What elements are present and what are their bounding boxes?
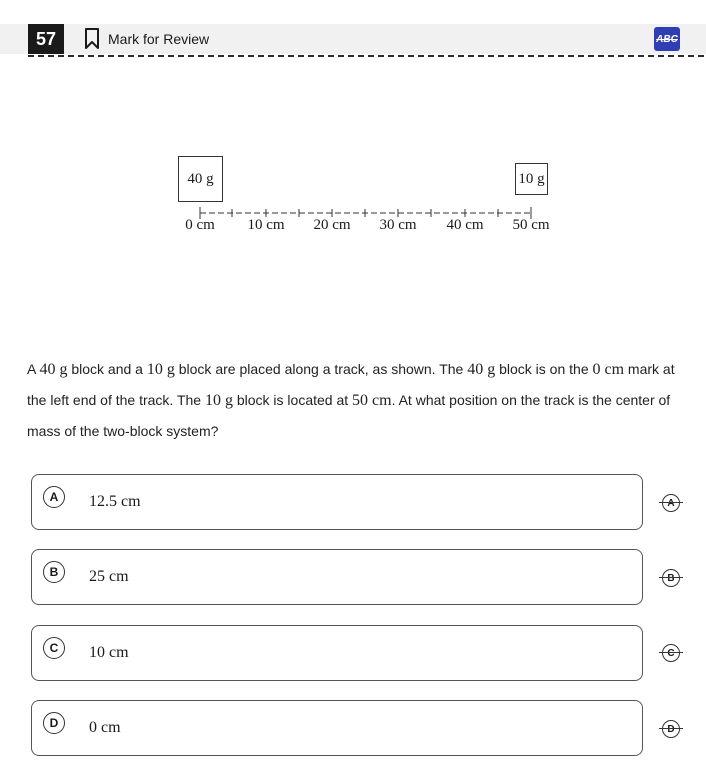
question-text-part: block are placed along a track, as shown. The [174, 361, 468, 377]
bookmark-icon [84, 28, 100, 50]
eliminate-choice-a-button[interactable]: A [662, 494, 680, 512]
choice-letter-d: D [43, 712, 65, 734]
header-divider [28, 55, 704, 57]
question-text-part: block and a [67, 361, 147, 377]
tick-label-20: 20 cm [313, 217, 351, 233]
choice-text-d: 0 cm [89, 719, 121, 736]
choice-b[interactable] [31, 549, 643, 605]
tick-label-50: 50 cm [512, 217, 550, 233]
question-text-part: block is on the [495, 361, 593, 377]
math-value: 40 g [39, 361, 68, 378]
tick-label-40: 40 cm [446, 217, 484, 233]
track-figure [0, 140, 706, 250]
choice-text-b: 25 cm [89, 568, 129, 585]
choice-text-a: 12.5 cm [89, 493, 141, 510]
choice-text-c: 10 cm [89, 644, 129, 661]
question-text-part: . At what position on the track is the center of mass of the two-block system? [27, 392, 671, 439]
question-header [0, 24, 706, 54]
tick-label-10: 10 cm [247, 217, 285, 233]
track-ruler [0, 140, 706, 220]
block-40g: 40 g [178, 156, 223, 202]
question-text [27, 354, 691, 446]
question-number: 57 [28, 24, 64, 54]
math-value: 10 g [146, 361, 175, 378]
eliminate-choice-b-button[interactable]: B [662, 569, 680, 587]
eliminate-choice-d-button[interactable]: D [662, 720, 680, 738]
choice-letter-b: B [43, 561, 65, 583]
tick-label-0: 0 cm [185, 217, 215, 233]
choice-letter-a: A [43, 486, 65, 508]
choice-letter-c: C [43, 637, 65, 659]
choice-c[interactable] [31, 625, 643, 681]
choice-d[interactable] [31, 700, 643, 756]
math-value: 0 cm [592, 361, 625, 378]
mark-for-review-button[interactable] [84, 24, 209, 54]
question-text-part: A [27, 361, 40, 377]
choice-a[interactable] [31, 474, 643, 530]
mark-for-review-label: Mark for Review [108, 31, 210, 47]
eliminate-choice-c-button[interactable]: C [662, 644, 680, 662]
question-text-part: block is located at [232, 392, 353, 408]
math-value: 10 g [204, 392, 233, 409]
math-value: 40 g [467, 361, 496, 378]
abc-strikethrough-label: ABC [656, 33, 678, 45]
math-value: 50 cm [352, 392, 392, 409]
tick-label-30: 30 cm [379, 217, 417, 233]
question-text-part: mark at the left end of the track. The [27, 361, 675, 408]
block-10g: 10 g [515, 163, 548, 195]
abc-strikethrough-button[interactable] [654, 27, 680, 51]
